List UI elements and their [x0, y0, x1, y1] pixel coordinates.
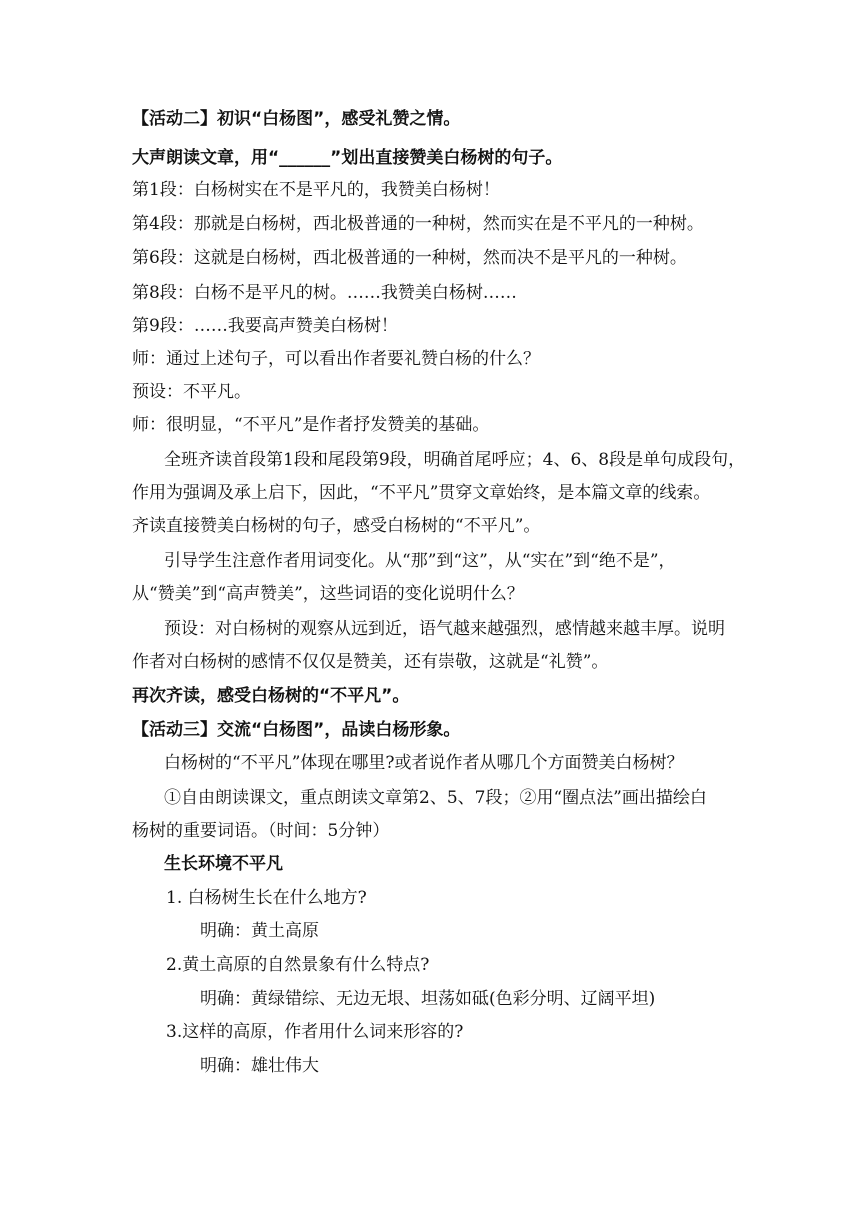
quote-paragraph-9: 第9段：……我要高声赞美白杨树！ [132, 316, 398, 336]
paragraph-line: 从“赞美”到“高声赞美”，这些词语的变化说明什么？ [132, 584, 524, 604]
paragraph-line: 杨树的重要词语。（时间：5分钟） [132, 821, 390, 841]
activity-three-heading: 【活动三】交流“白杨图”，品读白杨形象。 [132, 720, 461, 740]
teacher-question: 师：通过上述句子，可以看出作者要礼赞白杨的什么？ [132, 349, 540, 369]
subheading-growth-environment: 生长环境不平凡 [164, 854, 283, 874]
paragraph-line: 作用为强调及承上启下，因此，“不平凡”贯穿文章始终，是本篇文章的线索。 [132, 483, 711, 503]
quote-paragraph-6: 第6段：这就是白杨树，西北极普通的一种树，然而决不是平凡的一种树。 [132, 248, 687, 268]
paragraph-line: 预设：对白杨树的观察从远到近，语气越来越强烈，感情越来越丰厚。说明 [164, 619, 725, 639]
answer-1: 明确：黄土高原 [200, 921, 319, 941]
activity-two-heading: 【活动二】初识“白杨图”，感受礼赞之情。 [132, 109, 461, 129]
paragraph-line: ①自由朗读课文，重点朗读文章第2、5、7段；②用“圈点法”画出描绘白 [164, 788, 707, 808]
preset-answer: 预设：不平凡。 [132, 382, 251, 402]
answer-2: 明确：黄绿错综、无边无垠、坦荡如砥(色彩分明、辽阔平坦) [200, 989, 656, 1009]
paragraph-line: 白杨树的“不平凡”体现在哪里?或者说作者从哪几个方面赞美白杨树？ [164, 753, 684, 773]
quote-paragraph-4: 第4段：那就是白杨树，西北极普通的一种树，然而实在是不平凡的一种树。 [132, 214, 704, 234]
answer-3: 明确：雄壮伟大 [200, 1056, 319, 1076]
teacher-remark: 师：很明显，“不平凡”是作者抒发赞美的基础。 [132, 415, 490, 435]
paragraph-line: 引导学生注意作者用词变化。从“那”到“这”，从“实在”到“绝不是”， [164, 551, 676, 571]
question-3: 3.这样的高原，作者用什么词来形容的? [166, 1022, 464, 1042]
question-2: 2.黄土高原的自然景象有什么特点? [166, 955, 430, 975]
question-1: 1. 白杨树生长在什么地方? [166, 888, 367, 908]
paragraph-line: 作者对白杨树的感情不仅仅是赞美，还有崇敬，这就是“礼赞”。 [132, 652, 609, 672]
instruction-read-aloud: 大声朗读文章，用“______”划出直接赞美白杨树的句子。 [132, 148, 563, 168]
quote-paragraph-1: 第1段：白杨树实在不是平凡的，我赞美白杨树！ [132, 180, 500, 200]
paragraph-line: 全班齐读首段第1段和尾段第9段，明确首尾呼应；4、6、8段是单句成段句， [164, 450, 746, 470]
reread-instruction: 再次齐读，感受白杨树的“不平凡”。 [132, 686, 410, 706]
paragraph-line: 齐读直接赞美白杨树的句子，感受白杨树的“不平凡”。 [132, 516, 541, 536]
quote-paragraph-8: 第8段：白杨不是平凡的树。……我赞美白杨树…… [132, 283, 517, 303]
